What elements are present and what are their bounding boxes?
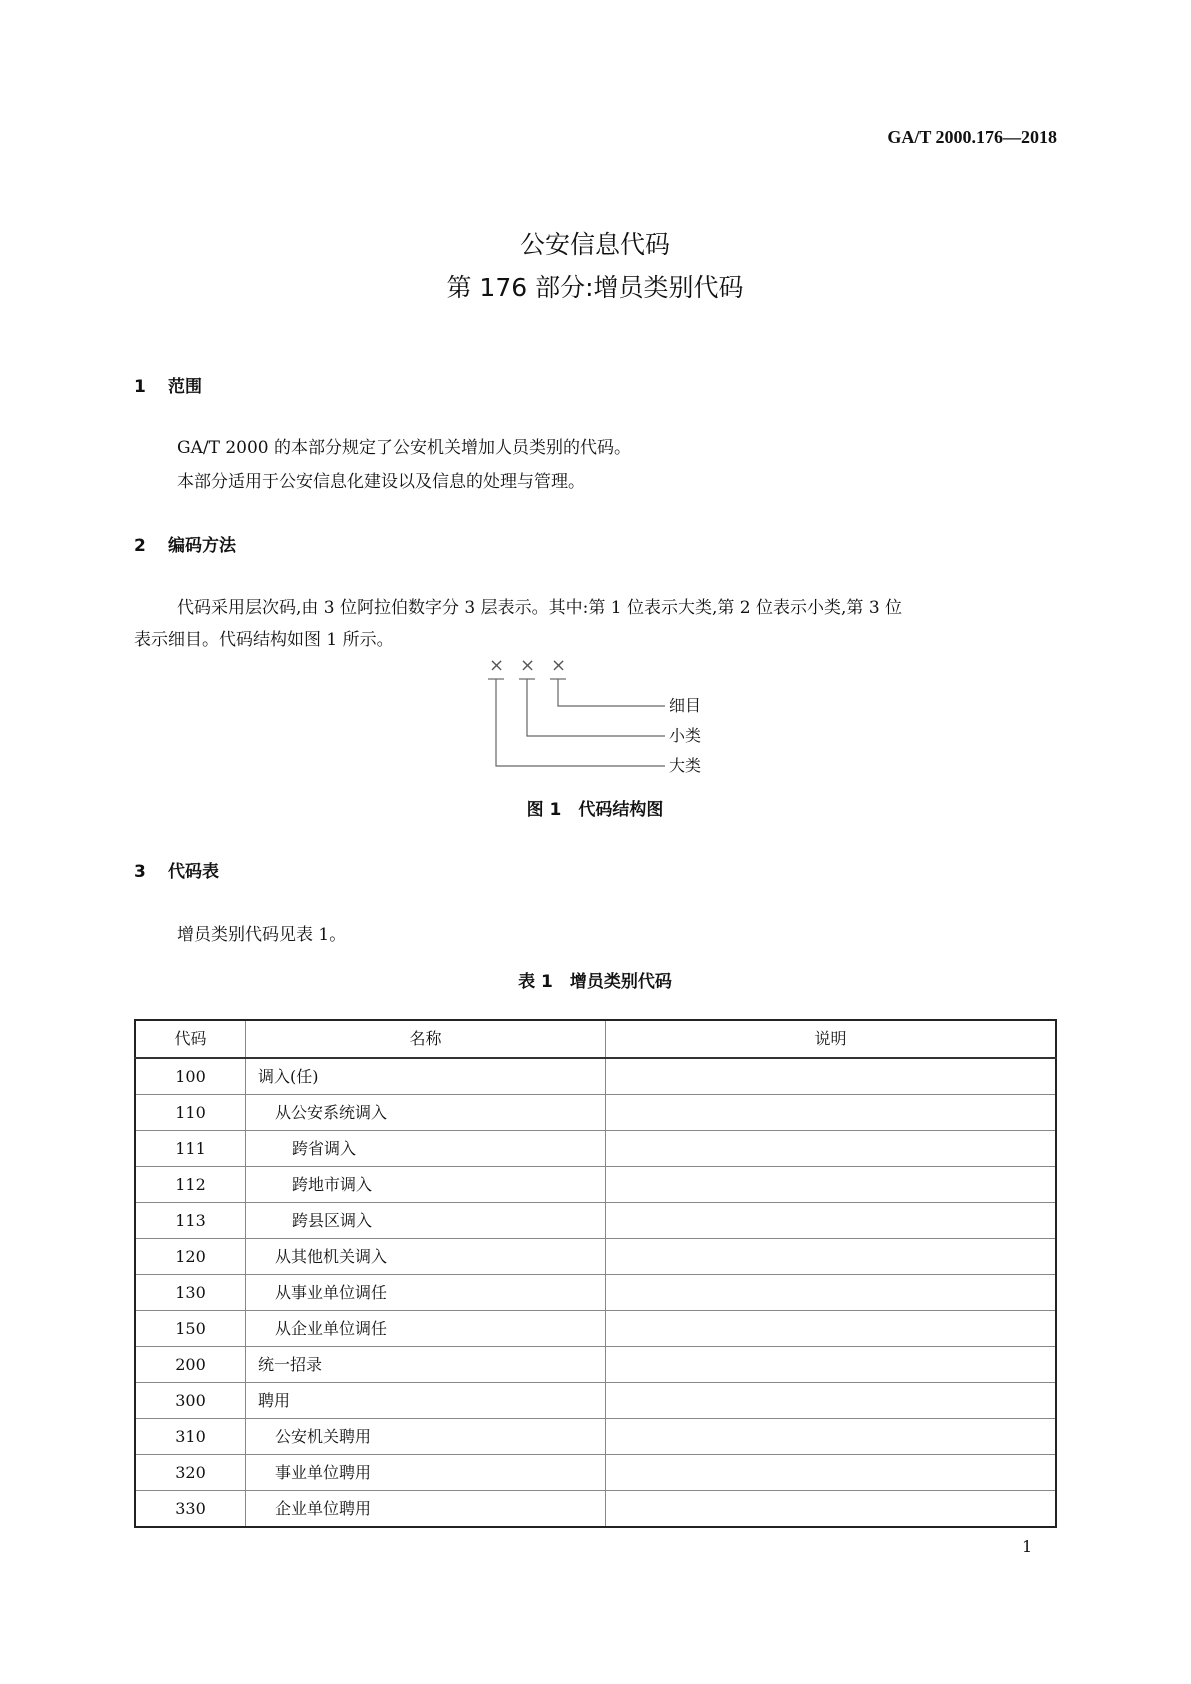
header-name: 名称: [246, 1020, 606, 1058]
table-row: [135, 1095, 1056, 1131]
table-row: [135, 1203, 1056, 1239]
cell-code: 330: [135, 1491, 246, 1528]
paragraph: 表示细目。代码结构如图 1 所示。: [134, 630, 394, 650]
table-row: [135, 1239, 1056, 1275]
paragraph: GA/T 2000 的本部分规定了公安机关增加人员类别的代码。: [177, 438, 631, 458]
paragraph: 增员类别代码见表 1。: [177, 925, 347, 945]
section-number: 3: [134, 862, 146, 882]
table-row: [135, 1383, 1056, 1419]
cell-note: [606, 1239, 1057, 1275]
cell-name: 从其他机关调入: [246, 1239, 606, 1275]
section-number: 1: [134, 377, 146, 397]
cell-name: 企业单位聘用: [246, 1491, 606, 1528]
cell-note: [606, 1383, 1057, 1419]
section-title: 代码表: [168, 862, 219, 882]
code-structure-figure: [480, 656, 720, 786]
paragraph: 本部分适用于公安信息化建设以及信息的处理与管理。: [177, 472, 585, 492]
table-row: [135, 1275, 1056, 1311]
section-heading-3: [134, 861, 219, 883]
cell-code: 100: [135, 1058, 246, 1095]
label-class: 大类: [669, 756, 702, 775]
cell-code: 113: [135, 1203, 246, 1239]
digit-mark: ×: [551, 655, 567, 676]
cell-name: 从公安系统调入: [246, 1095, 606, 1131]
cell-note: [606, 1419, 1057, 1455]
digit-mark: ×: [520, 655, 536, 676]
table-row: [135, 1167, 1056, 1203]
digit-mark: ×: [489, 655, 505, 676]
cell-name: 事业单位聘用: [246, 1455, 606, 1491]
cell-note: [606, 1491, 1057, 1528]
cell-note: [606, 1311, 1057, 1347]
table-row: [135, 1491, 1056, 1528]
cell-code: 320: [135, 1455, 246, 1491]
cell-name: 跨省调入: [246, 1131, 606, 1167]
cell-code: 110: [135, 1095, 246, 1131]
document-title: 公安信息代码: [519, 230, 670, 259]
standard-number: GA/T 2000.176—2018: [887, 127, 1057, 147]
cell-name: 跨地市调入: [246, 1167, 606, 1203]
cell-note: [606, 1347, 1057, 1383]
table-row: [135, 1419, 1056, 1455]
document-subtitle: 第 176 部分:增员类别代码: [446, 273, 744, 302]
cell-code: 120: [135, 1239, 246, 1275]
section-title: 编码方法: [168, 536, 236, 556]
header-code: 代码: [135, 1020, 246, 1058]
cell-note: [606, 1455, 1057, 1491]
section-heading-1: [134, 376, 202, 398]
table-row: [135, 1347, 1056, 1383]
cell-code: 310: [135, 1419, 246, 1455]
cell-name: 从事业单位调任: [246, 1275, 606, 1311]
connector-lines: [480, 656, 670, 786]
table-row: [135, 1131, 1056, 1167]
cell-code: 130: [135, 1275, 246, 1311]
cell-note: [606, 1203, 1057, 1239]
paragraph: 代码采用层次码,由 3 位阿拉伯数字分 3 层表示。其中:第 1 位表示大类,第 2 位表示小类,第 3 位: [177, 598, 903, 618]
cell-code: 112: [135, 1167, 246, 1203]
code-table: [134, 1019, 1057, 1528]
figure-caption: 图 1 代码结构图: [526, 800, 664, 820]
cell-note: [606, 1095, 1057, 1131]
table-row: [135, 1311, 1056, 1347]
cell-note: [606, 1275, 1057, 1311]
cell-name: 从企业单位调任: [246, 1311, 606, 1347]
table-row: [135, 1455, 1056, 1491]
header-note: 说明: [606, 1020, 1057, 1058]
section-title: 范围: [168, 377, 202, 397]
cell-note: [606, 1131, 1057, 1167]
section-number: 2: [134, 536, 146, 556]
section-heading-2: [134, 535, 236, 557]
cell-note: [606, 1058, 1057, 1095]
cell-name: 调入(任): [246, 1058, 606, 1095]
table-row: [135, 1058, 1056, 1095]
cell-name: 聘用: [246, 1383, 606, 1419]
page-number: 1: [1022, 1537, 1033, 1556]
cell-code: 150: [135, 1311, 246, 1347]
cell-note: [606, 1167, 1057, 1203]
cell-code: 111: [135, 1131, 246, 1167]
cell-name: 跨县区调入: [246, 1203, 606, 1239]
cell-code: 200: [135, 1347, 246, 1383]
label-subclass: 小类: [669, 726, 702, 745]
table-caption: 表 1 增员类别代码: [518, 972, 672, 992]
cell-name: 公安机关聘用: [246, 1419, 606, 1455]
label-detail: 细目: [669, 696, 702, 715]
cell-code: 300: [135, 1383, 246, 1419]
cell-name: 统一招录: [246, 1347, 606, 1383]
